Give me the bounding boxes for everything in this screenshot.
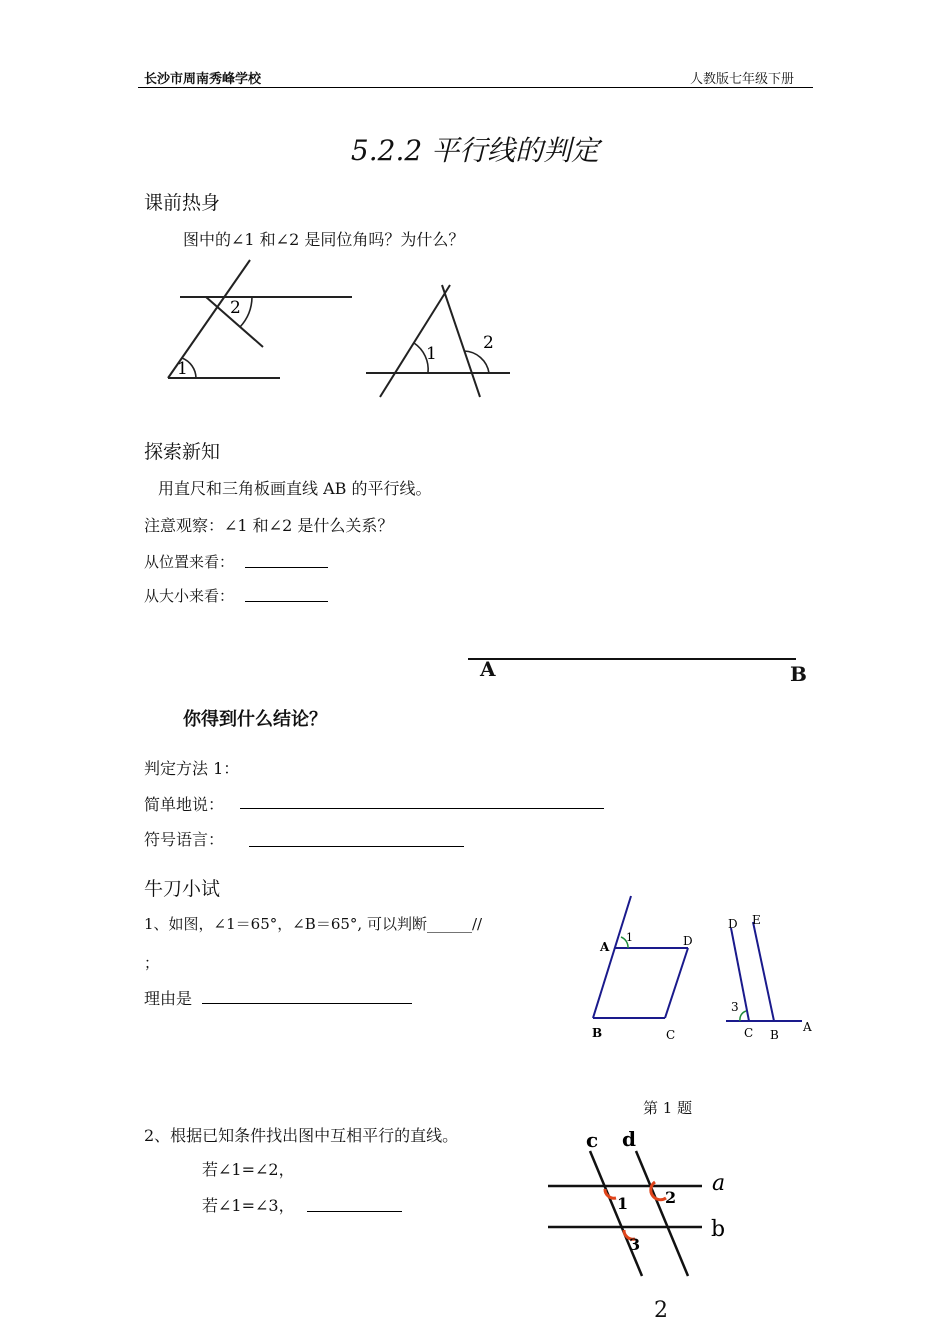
q1-text: 1、如图，∠1＝65°，∠B＝65°, 可以判断______//	[144, 915, 483, 933]
q2-figure	[545, 1128, 735, 1283]
explore-instruction: 用直尺和三角板画直线 AB 的平行线。	[158, 479, 432, 498]
warmup-figure-a	[160, 255, 360, 390]
section-warmup-heading: 课前热身	[144, 192, 221, 214]
explore-position-prompt: 从位置来看：	[144, 553, 235, 571]
q1-caption: 第 1 题	[643, 1099, 693, 1117]
q2-fig-label-d: d	[622, 1127, 636, 1151]
header-school: 长沙市周南秀峰学校	[144, 72, 262, 87]
q1-fig2-label-c: C	[744, 1026, 754, 1040]
conclusion-heading: 你得到什么结论？	[183, 709, 327, 730]
q1-fig-label-c: C	[666, 1028, 676, 1042]
q2-fig-label-b: b	[711, 1217, 726, 1242]
q1-fig2-label-b: B	[770, 1028, 779, 1042]
q1-fig-label-d: D	[683, 934, 693, 948]
header-edition: 人教版七年级下册	[690, 72, 795, 87]
simple-blank-line	[240, 808, 604, 809]
line-ab-label-b: B	[790, 662, 807, 686]
fig-b-label-1: 1	[426, 344, 437, 364]
q1-fig-label-b: B	[592, 1026, 603, 1040]
section-practice-heading: 牛刀小试	[144, 878, 221, 900]
q1-reason-prompt: 理由是	[144, 989, 193, 1008]
page-title: 5.2.2 平行线的判定	[350, 134, 600, 167]
header-rule	[138, 87, 813, 88]
fig-a-label-1: 1	[177, 359, 188, 379]
q1-parallelogram-figure	[585, 893, 705, 1048]
position-blank-line	[245, 567, 328, 568]
explore-size-prompt: 从大小来看：	[144, 587, 235, 605]
warmup-question: 图中的∠1 和∠2 是同位角吗？为什么？	[183, 230, 465, 249]
q1-fig2-label-d: D	[728, 917, 738, 931]
q2-fig-label-a: a	[712, 1171, 726, 1196]
q1-fig2-label-a: A	[803, 1020, 812, 1034]
q2-condition-1: 若∠1=∠2，	[202, 1160, 295, 1179]
section-explore-heading: 探索新知	[144, 441, 221, 463]
q1-semicolon: ；	[144, 954, 160, 972]
q2-fig-angle-2: 2	[665, 1188, 677, 1207]
line-ab	[468, 658, 796, 660]
size-blank-line	[245, 601, 328, 602]
conclusion-simple-prompt: 简单地说：	[144, 795, 225, 814]
line-ab-label-a: A	[480, 657, 496, 681]
conclusion-method: 判定方法 1：	[144, 759, 240, 778]
q2-fig-angle-1: 1	[617, 1194, 629, 1213]
fig-b-label-2: 2	[483, 333, 494, 353]
explore-observe: 注意观察：∠1 和∠2 是什么关系？	[144, 516, 394, 535]
q2-blank-line	[307, 1211, 402, 1212]
q1-fig-label-a: A	[600, 940, 610, 954]
q2-condition-2: 若∠1=∠3，	[202, 1196, 295, 1215]
q2-fig-angle-3: 3	[629, 1235, 641, 1254]
fig-a-label-2: 2	[230, 298, 241, 318]
q2-text: 2、根据已知条件找出图中互相平行的直线。	[144, 1126, 459, 1145]
q1-lines-figure	[720, 908, 820, 1048]
page-number: 2	[654, 1298, 668, 1323]
conclusion-symbol-prompt: 符号语言：	[144, 830, 225, 849]
q2-fig-label-c: c	[586, 1128, 599, 1152]
symbol-blank-line	[249, 846, 464, 847]
warmup-figure-b	[360, 280, 520, 405]
q1-reason-blank-line	[202, 1003, 412, 1004]
q1-fig2-label-e: E	[752, 913, 761, 927]
q1-fig2-angle-3: 3	[731, 1000, 739, 1014]
q1-fig-angle-1: 1	[626, 931, 633, 944]
